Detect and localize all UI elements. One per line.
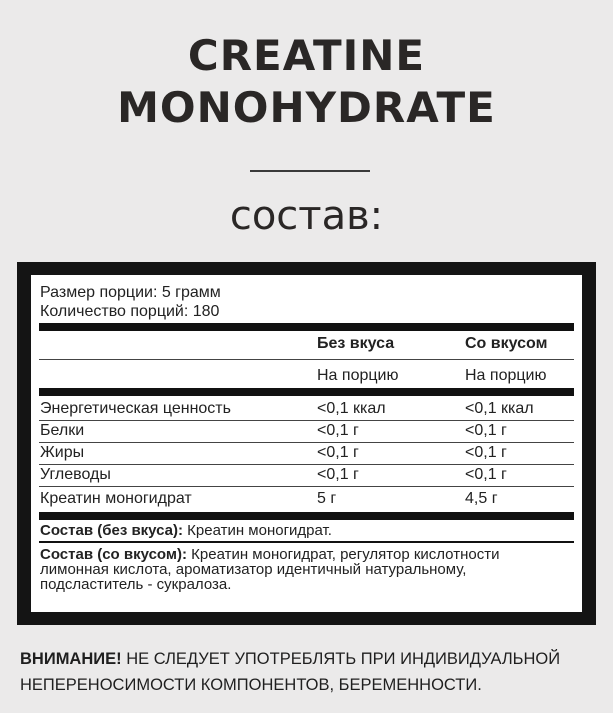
title-divider bbox=[250, 170, 370, 172]
composition-flavored bbox=[40, 547, 574, 592]
per-serving-flavored: На порцию bbox=[465, 367, 547, 384]
per-serving-unflavored: На порцию bbox=[317, 367, 399, 384]
composition-unflavored bbox=[40, 523, 574, 538]
row-energy-name: Энергетическая ценность bbox=[40, 400, 231, 417]
row-protein-flavored: <0,1 г bbox=[465, 422, 507, 439]
composition-unflavored-label: Состав (без вкуса): bbox=[40, 522, 183, 539]
serving-size: Размер порции: 5 грамм bbox=[40, 284, 221, 301]
composition-unflavored-text: Креатин моногидрат. bbox=[183, 522, 332, 539]
warning-line-1: НЕ СЛЕДУЕТ УПОТРЕБЛЯТЬ ПРИ ИНДИВИДУАЛЬНОЙ bbox=[121, 650, 561, 668]
header-unflavored: Без вкуса bbox=[317, 335, 395, 352]
section-thick-rule bbox=[39, 388, 574, 396]
row-carbs-name: Углеводы bbox=[40, 466, 111, 483]
row-fat-unflavored: <0,1 г bbox=[317, 444, 359, 461]
row-fat-name: Жиры bbox=[40, 444, 85, 461]
top-thick-rule bbox=[39, 323, 574, 331]
warning-line-2: НЕПЕРЕНОСИМОСТИ КОМПОНЕНТОВ, БЕРЕМЕННОСТИ. bbox=[20, 676, 482, 694]
header-rule bbox=[39, 359, 574, 360]
servings-count: Количество порций: 180 bbox=[40, 303, 220, 320]
composition-flavored-line-1: Креатин моногидрат, регулятор кислотности bbox=[186, 546, 500, 563]
composition-rule bbox=[39, 541, 574, 543]
composition-flavored-line-2: лимонная кислота, ароматизатор идентичный натуральному, bbox=[40, 561, 467, 578]
header-flavored: Со вкусом bbox=[465, 335, 548, 352]
composition-flavored-label: Состав (со вкусом): bbox=[40, 546, 187, 563]
row-rule bbox=[39, 486, 574, 487]
warning-label: ВНИМАНИЕ! bbox=[20, 650, 122, 668]
title-line-1: CREATINE bbox=[187, 31, 426, 80]
warning-text bbox=[20, 646, 600, 698]
row-creatine-unflavored: 5 г bbox=[317, 490, 337, 507]
nutrition-panel bbox=[17, 262, 596, 625]
composition-heading: состав: bbox=[229, 193, 384, 239]
product-title bbox=[0, 30, 613, 134]
serving-info bbox=[40, 283, 221, 321]
title-line-2: MONOHYDRATE bbox=[117, 83, 496, 132]
row-protein-unflavored: <0,1 г bbox=[317, 422, 359, 439]
row-carbs-unflavored: <0,1 г bbox=[317, 466, 359, 483]
composition-thick-rule bbox=[39, 512, 574, 520]
row-creatine-name: Креатин моногидрат bbox=[40, 490, 192, 507]
composition-flavored-line-3: подсластитель - сукралоза. bbox=[40, 576, 232, 593]
row-energy-unflavored: <0,1 ккал bbox=[317, 400, 386, 417]
row-creatine-flavored: 4,5 г bbox=[465, 490, 498, 507]
row-energy-flavored: <0,1 ккал bbox=[465, 400, 534, 417]
row-protein-name: Белки bbox=[40, 422, 85, 439]
nutrition-facts-card bbox=[31, 275, 582, 612]
row-fat-flavored: <0,1 г bbox=[465, 444, 507, 461]
row-carbs-flavored: <0,1 г bbox=[465, 466, 507, 483]
